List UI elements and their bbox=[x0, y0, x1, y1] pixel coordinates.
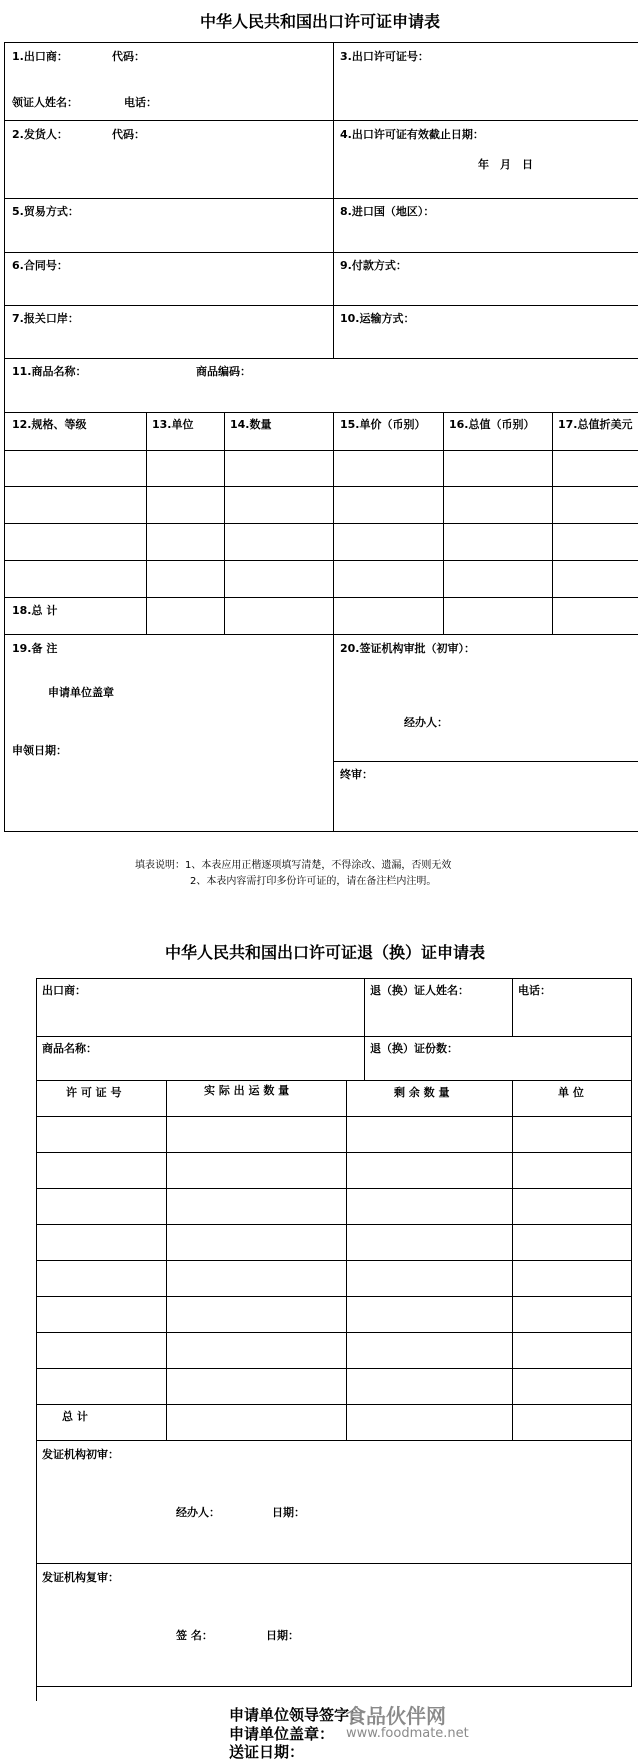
col-total-value-header: 16.总值（币别） bbox=[449, 418, 535, 431]
f2-handler-label: 经办人： bbox=[176, 1506, 220, 1519]
f2-col-remaining-qty: 剩 余 数 量 bbox=[394, 1086, 450, 1099]
expiry-label: 4.出口许可证有效截止日期： bbox=[340, 128, 484, 141]
goods-code-label: 商品编码： bbox=[196, 365, 251, 378]
f2-exporter-label: 出口商： bbox=[42, 984, 86, 997]
remarks-label: 19.备 注 bbox=[12, 642, 58, 655]
f2-date1-label: 日期： bbox=[272, 1506, 305, 1519]
col-quantity-header: 14.数量 bbox=[230, 418, 272, 431]
shipper-code-label: 代码： bbox=[112, 128, 145, 141]
import-country-label: 8.进口国（地区）： bbox=[340, 205, 435, 218]
exporter-label: 1.出口商： bbox=[12, 50, 68, 63]
goods-name-label: 11.商品名称： bbox=[12, 365, 87, 378]
watermark-brand: 食品伙伴网 bbox=[346, 1704, 446, 1728]
apply-date-label: 申领日期： bbox=[12, 744, 67, 757]
shipper-label: 2.发货人： bbox=[12, 128, 68, 141]
form1-title: 中华人民共和国出口许可证申请表 bbox=[200, 12, 441, 31]
trade-mode-label: 5.贸易方式： bbox=[12, 205, 79, 218]
send-date-label: 送证日期： bbox=[229, 1743, 305, 1761]
customs-port-label: 7.报关口岸： bbox=[12, 312, 79, 325]
final-review-label: 终审： bbox=[340, 768, 373, 781]
applicant-seal-label: 申请单位盖章 bbox=[48, 686, 114, 699]
expiry-date-label: 年 月 日 bbox=[478, 158, 533, 171]
form2-title: 中华人民共和国出口许可证退（换）证申请表 bbox=[165, 943, 486, 962]
f2-date2-label: 日期： bbox=[266, 1629, 299, 1642]
f2-copies-label: 退（换）证份数： bbox=[370, 1042, 458, 1055]
collector-name-label: 领证人姓名： bbox=[12, 96, 78, 109]
instruction-line-1: 填表说明：1、本表应用正楷逐项填写清楚，不得涂改、遗漏，否则无效 bbox=[135, 860, 452, 871]
col-spec-header: 12.规格、等级 bbox=[12, 418, 87, 431]
instruction-line-2: 2、本表内容需打印多份许可证的，请在备注栏内注明。 bbox=[190, 876, 437, 887]
license-no-label: 3.出口许可证号： bbox=[340, 50, 429, 63]
f2-total-label: 总 计 bbox=[62, 1410, 88, 1423]
col-unit-price-header: 15.单价（币别） bbox=[340, 418, 426, 431]
watermark-url: www.foodmate.net bbox=[346, 1726, 469, 1741]
col-unit-header: 13.单位 bbox=[152, 418, 194, 431]
f2-phone-label: 电话： bbox=[518, 984, 551, 997]
f2-signature-label: 签 名： bbox=[176, 1629, 213, 1642]
approval-label: 20.签证机构审批（初审）： bbox=[340, 642, 475, 655]
exporter-code-label: 代码： bbox=[112, 50, 145, 63]
f2-col-unit: 单 位 bbox=[558, 1086, 584, 1099]
f2-col-license-no: 许 可 证 号 bbox=[66, 1086, 122, 1099]
f2-goods-name-label: 商品名称： bbox=[42, 1042, 97, 1055]
payment-label: 9.付款方式： bbox=[340, 259, 407, 272]
col-usd-value-header: 17.总值折美元 bbox=[558, 418, 633, 431]
leader-sign-label: 申请单位领导签字： bbox=[229, 1706, 365, 1724]
f2-person-name-label: 退（换）证人姓名： bbox=[370, 984, 469, 997]
total-row-label: 18.总 计 bbox=[12, 604, 58, 617]
f2-col-shipped-qty: 实 际 出 运 数 量 bbox=[204, 1084, 290, 1097]
f2-second-review-label: 发证机构复审： bbox=[42, 1571, 119, 1584]
handler-label: 经办人： bbox=[404, 716, 448, 729]
unit-seal-label: 申请单位盖章： bbox=[229, 1725, 335, 1743]
f2-first-review-label: 发证机构初审： bbox=[42, 1448, 119, 1461]
transport-label: 10.运输方式： bbox=[340, 312, 415, 325]
contract-no-label: 6.合同号： bbox=[12, 259, 68, 272]
collector-phone-label: 电话： bbox=[124, 96, 157, 109]
